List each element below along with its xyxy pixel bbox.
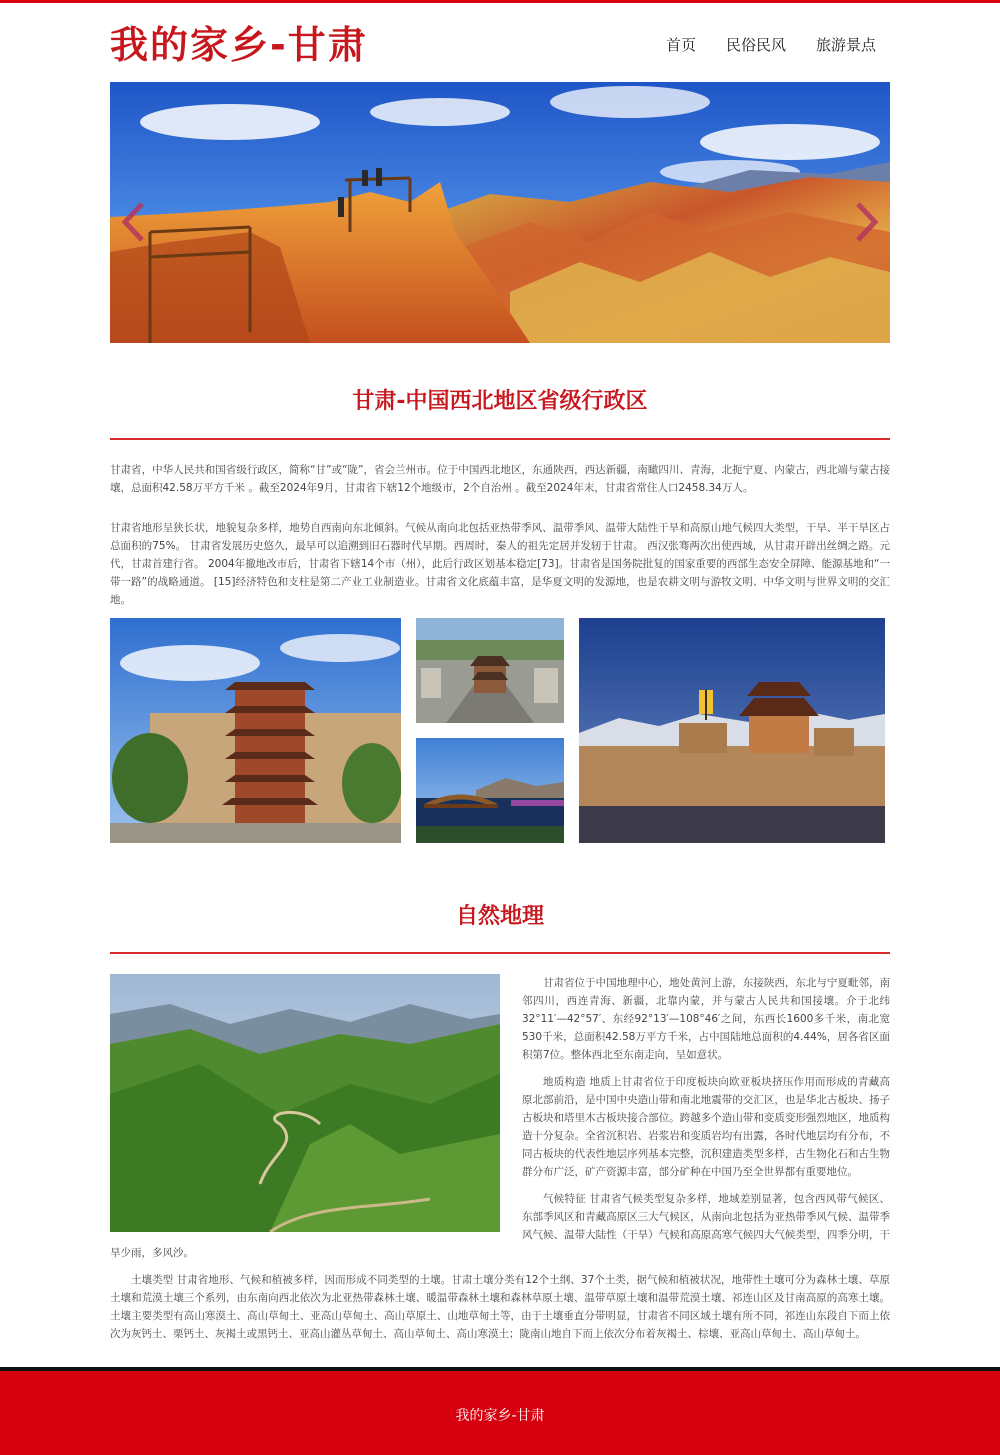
nav-home-link[interactable]: 首页	[665, 36, 696, 54]
intro-paragraph-1: 甘肃省，中华人民共和国省级行政区，简称“甘”或“陇”，省会兰州市。位于中国西北地区，东通陕西，西达新疆，南瞰四川、青海，北扼宁夏、内蒙古，西北端与蒙古接壤，总面积42.58万平方千米 。截至2024年9月，甘肃省下辖12个地级市，2个自治州 。截至2024年末，甘肃省常住人口2458.34万人。	[110, 464, 890, 494]
nature-paragraph-location: 甘肃省位于中国地理中心，地处黄河上游，东接陕西，东北与宁夏毗邻，南邻四川，西连青海、新疆，北靠内蒙，并与蒙古人民共和国接壤。介于北纬32°11′—42°57′、东经92°13′—108°46′之间，东西长1600多千米，南北宽530千米，总面积42.58万平方千米，占中国陆地总面积的4.44%，居各省区面积第7位。整体西北至东南走向，呈如意状。	[522, 977, 890, 1061]
site-footer	[0, 1371, 1000, 1455]
main-nav	[666, 34, 876, 55]
nature-section-divider	[110, 952, 890, 954]
nature-paragraph-geology: 地质构造 地质上甘肃省位于印度板块向欧亚板块挤压作用而形成的青藏高原北部前沿，是中国中央造山带和南北地震带的交汇区，也是华北古板块、扬子古板块和塔里木古板块接合部位。跨越多个造山带和变质变形强烈地区，地质构造十分复杂。全省沉积岩、岩浆岩和变质岩均有出露，各时代地层均有分布，不同古板块的代表性地层序列基本完整，沉积建造类型多样，古生物化石和古生物群分布广泛，矿产资源丰富，部分矿种在中国乃至全世界都有重要地位。	[522, 1076, 890, 1178]
top-accent-bar	[0, 0, 1000, 3]
nav-scenic-spots-link[interactable]: 旅游景点	[815, 36, 876, 54]
nav-folk-customs-link[interactable]: 民俗民风	[725, 36, 786, 54]
footer-text: 我的家乡-甘肃	[455, 1408, 545, 1424]
photo-jiayuguan-pass	[579, 618, 885, 843]
nature-paragraph-climate: 气候特征 甘肃省气候类型复杂多样，地域差别显著，包含西风带气候区、东部季风区和青藏高原区三大气候区，从南向北包括为亚热带季风气候、温带季风气候、温带大陆性（干旱）气候和高原高寒气候四大气候类型，四季分明，干旱少雨，多风沙。	[110, 1193, 890, 1259]
nature-section-title: 自然地理	[455, 904, 544, 929]
intro-section-divider	[110, 438, 890, 440]
photo-city-bell-tower	[416, 618, 564, 723]
carousel-prev-arrow-icon[interactable]	[120, 200, 146, 244]
banner-carousel[interactable]	[110, 82, 890, 343]
nature-paragraph-soil: 土壤类型 甘肃省地形、气候和植被多样，因而形成不同类型的土壤。甘肃土壤分类有12个土纲、37个土类，据气候和植被状况，地带性土壤可分为森林土壤、草原土壤和荒漠土壤三个系列，由东南向西北依次为北亚热带森林土壤、暖温带森林土壤和森林草原土壤、温带草原土壤和温带荒漠土壤、祁连山区及甘南高原的高寒土壤。土壤主要类型有高山寒漠土、高山草甸土、亚高山草甸土、高山草原土、山地草甸土等，由于土壤垂直分带明显，甘肃省不同区域土壤有所不同，祁连山东段自下而上依次为灰钙土、栗钙土、灰褐土或黑钙土、亚高山灌丛草甸土、高山草甸土、高山寒漠土；陇南山地自下而上依次分布着灰褐土、棕壤、亚高山草甸土、高山草甸土。	[110, 1274, 890, 1340]
intro-paragraph-2: 甘肃省地形呈狭长状，地貌复杂多样，地势自西南向东北倾斜。气候从南向北包括亚热带季风、温带季风、温带大陆性干旱和高原山地气候四大类型，干旱、半干旱区占总面积的75%。 甘肃省发展历史悠久，最早可以追溯到旧石器时代早期。西周时，秦人的祖先定居并发轫于甘肃。 西汉张骞两次出使西域，从甘肃开辟出丝绸之路。元代，甘肃首建行省。 2004年撤地改市后，甘肃省下辖14个市（州），此后行政区划基本稳定[73]。甘肃省是国务院批复的国家重要的西部生态安全屏障、能源基地和“一带一路”的战略通道。 [15]经济特色和支柱是第二产业工业制造业。甘肃省文化底蕴丰富，是华夏文明的发源地，也是农耕文明与游牧文明、中华文明与世界文明的交汇地。	[110, 522, 890, 606]
photo-mogao-grottoes	[110, 618, 401, 843]
banner-image-danxia-landform	[110, 82, 890, 343]
carousel-next-arrow-icon[interactable]	[854, 200, 880, 244]
site-header	[110, 12, 890, 72]
photo-river-bridge	[416, 738, 564, 843]
intro-section-title: 甘肃-中国西北地区省级行政区	[352, 389, 648, 414]
nature-content	[110, 974, 890, 1352]
photo-green-valley	[110, 974, 500, 1232]
site-title: 我的家乡-甘肃	[110, 23, 368, 67]
